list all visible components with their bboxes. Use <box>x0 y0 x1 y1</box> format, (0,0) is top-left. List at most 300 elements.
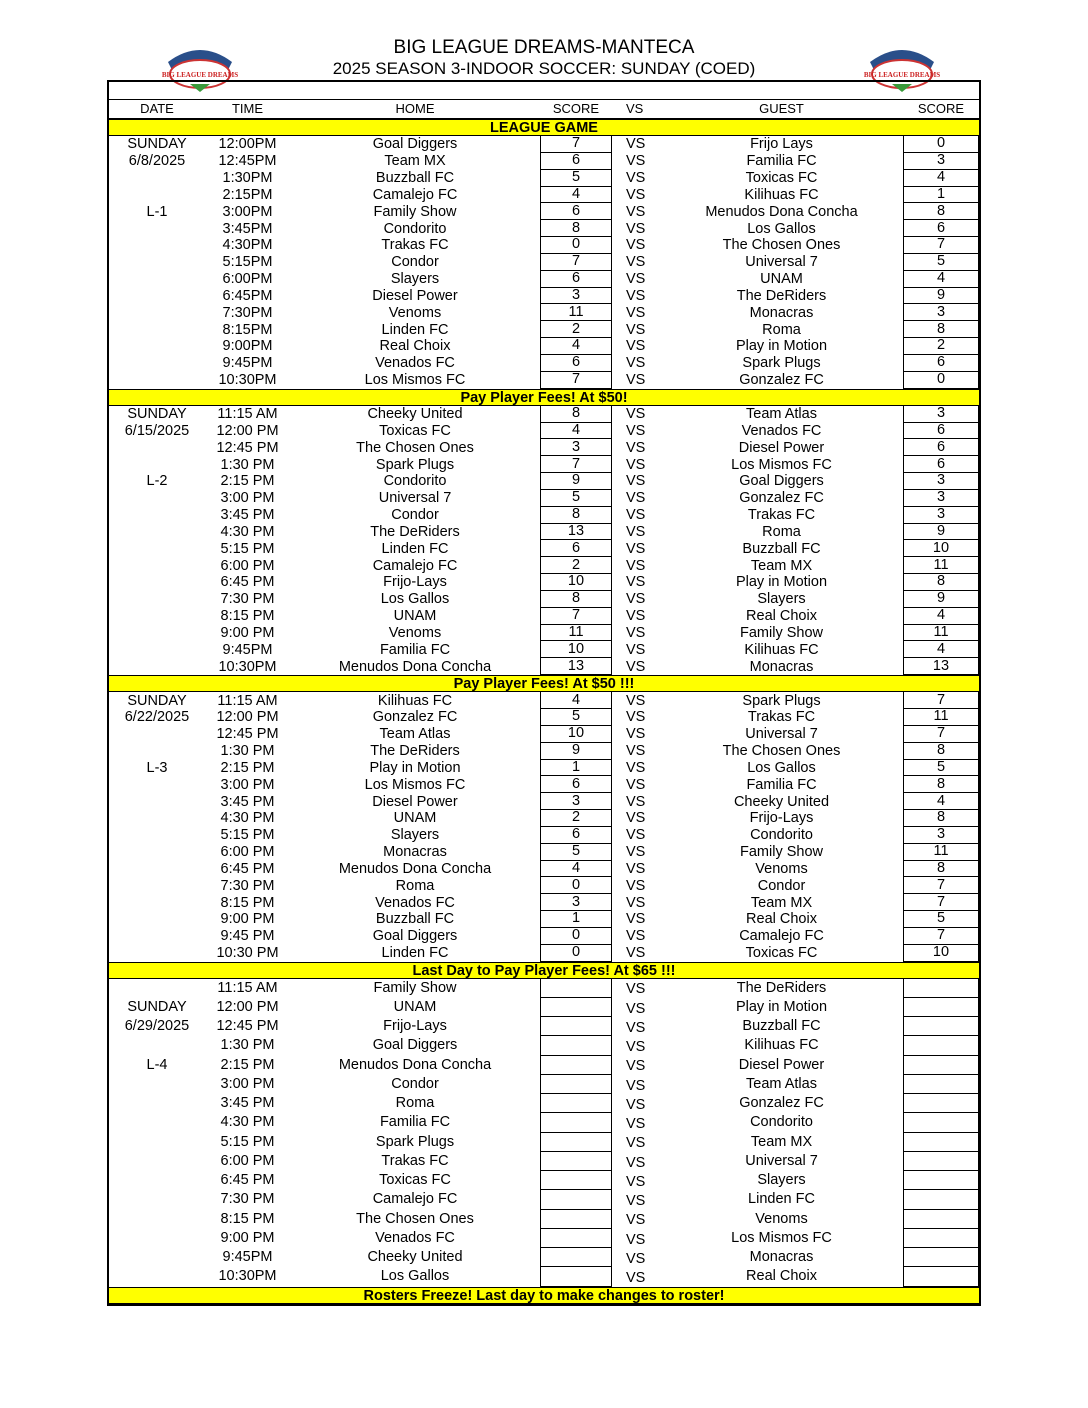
home-team: Team MX <box>384 153 446 170</box>
table-row <box>109 271 979 288</box>
home-team: Toxicas FC <box>379 422 451 439</box>
guest-score: 10 <box>903 540 979 557</box>
date-cell <box>109 827 205 844</box>
guest-score <box>903 1229 979 1248</box>
vs-label: VS <box>626 473 646 490</box>
guest-team: The Chosen Ones <box>722 743 841 760</box>
home-team: Condor <box>391 254 439 271</box>
guest-score: 3 <box>903 473 979 490</box>
table-row <box>109 591 979 608</box>
league-week-label: L-1 <box>146 203 168 220</box>
guest-score: 2 <box>903 338 979 355</box>
vs-label: VS <box>626 945 646 962</box>
vs-label: VS <box>626 1116 646 1133</box>
vs-label: VS <box>626 776 646 793</box>
home-score: 6 <box>540 153 612 170</box>
guest-score: 11 <box>903 625 979 642</box>
home-score: 8 <box>540 591 612 608</box>
guest-team: Gonzalez FC <box>739 490 824 507</box>
home-score: 8 <box>540 220 612 237</box>
vs-label: VS <box>626 1212 646 1229</box>
game-time: 2:15 PM <box>220 759 275 776</box>
guest-score: 3 <box>903 406 979 423</box>
vs-label: VS <box>626 574 646 591</box>
day-label: SUNDAY <box>127 998 187 1015</box>
vs-label: VS <box>626 523 646 540</box>
home-score: 5 <box>540 490 612 507</box>
home-team: The Chosen Ones <box>356 439 474 456</box>
home-score: 8 <box>540 507 612 524</box>
vs-label: VS <box>626 894 646 911</box>
game-time: 9:00PM <box>222 338 273 355</box>
game-time: 7:30 PM <box>220 1191 275 1208</box>
date-cell <box>109 355 205 372</box>
guest-score: 9 <box>903 288 979 305</box>
table-row <box>109 726 979 743</box>
guest-score <box>903 1248 979 1267</box>
guest-team: Trakas FC <box>747 507 816 524</box>
vs-label: VS <box>626 810 646 827</box>
game-time: 5:15 PM <box>220 1133 275 1150</box>
table-row <box>109 338 979 355</box>
league-week-label: L-2 <box>146 473 168 490</box>
guest-team: Gonzalez FC <box>739 1095 824 1112</box>
section-banner: Last Day to Pay Player Fees! At $65 !!! <box>109 962 979 979</box>
vs-label: VS <box>626 456 646 473</box>
game-time: 6:45PM <box>222 287 273 304</box>
blank-row <box>109 82 979 100</box>
home-team: Venados FC <box>375 1229 455 1246</box>
table-row <box>109 760 979 777</box>
header-guest: GUEST <box>759 101 804 116</box>
home-team: Linden FC <box>381 945 449 962</box>
game-time: 3:45 PM <box>220 1095 275 1112</box>
game-time: 2:15 PM <box>220 473 275 490</box>
guest-score: 11 <box>903 844 979 861</box>
vs-label: VS <box>626 1231 646 1248</box>
table-row <box>109 1210 979 1229</box>
vs-label: VS <box>626 321 646 338</box>
date-cell <box>109 1036 205 1055</box>
vs-label: VS <box>626 709 646 726</box>
guest-score: 7 <box>903 877 979 894</box>
home-team: Condor <box>391 507 439 524</box>
date-cell <box>109 979 205 998</box>
date-cell <box>109 861 205 878</box>
guest-score: 4 <box>903 271 979 288</box>
table-row <box>109 507 979 524</box>
date-cell <box>109 658 205 675</box>
table-row <box>109 254 979 271</box>
guest-team: Roma <box>762 523 801 540</box>
guest-team: Real Choix <box>746 911 817 928</box>
home-score: 4 <box>540 338 612 355</box>
home-score: 0 <box>540 945 612 962</box>
vs-label: VS <box>626 237 646 254</box>
home-score: 7 <box>540 372 612 389</box>
date-cell <box>109 540 205 557</box>
table-row <box>109 877 979 894</box>
date-cell <box>109 1094 205 1113</box>
home-team: Family Show <box>373 979 457 996</box>
game-time: 12:00 PM <box>216 422 279 439</box>
vs-label: VS <box>626 422 646 439</box>
guest-score: 8 <box>903 810 979 827</box>
guest-score <box>903 1075 979 1094</box>
guest-score <box>903 1113 979 1132</box>
guest-team: Condorito <box>750 827 813 844</box>
home-score <box>540 1190 612 1209</box>
home-score: 0 <box>540 928 612 945</box>
league-week-label: L-4 <box>146 1056 168 1073</box>
home-team: Camalejo FC <box>372 557 458 574</box>
guest-team: Frijo Lays <box>750 136 813 153</box>
day-label: SUNDAY <box>127 136 187 153</box>
header-home-score: SCORE <box>552 101 600 116</box>
table-row <box>109 1094 979 1113</box>
home-team: Los Mismos FC <box>364 372 466 389</box>
table-row <box>109 945 979 962</box>
guest-score: 9 <box>903 524 979 541</box>
vs-label: VS <box>626 911 646 928</box>
game-time: 4:30 PM <box>220 523 275 540</box>
home-score: 13 <box>540 658 612 675</box>
home-team: Spark Plugs <box>375 1133 455 1150</box>
date-cell <box>109 338 205 355</box>
home-score: 2 <box>540 810 612 827</box>
page-subtitle: 2025 SEASON 3-INDOOR SOCCER: SUNDAY (COED) <box>332 59 756 78</box>
vs-label: VS <box>626 1058 646 1075</box>
guest-score: 11 <box>903 709 979 726</box>
guest-score: 7 <box>903 237 979 254</box>
date-label: 6/29/2025 <box>124 1018 190 1035</box>
guest-score <box>903 1171 979 1190</box>
home-team: Goal Diggers <box>372 1037 458 1054</box>
guest-team: Family Show <box>740 844 823 861</box>
guest-score: 4 <box>903 170 979 187</box>
table-row <box>109 136 979 153</box>
guest-team: Team MX <box>750 1133 813 1150</box>
vs-label: VS <box>626 338 646 355</box>
vs-label: VS <box>626 1077 646 1094</box>
game-time: 9:45 PM <box>220 928 275 945</box>
home-score: 13 <box>540 524 612 541</box>
guest-team: Toxicas FC <box>745 945 818 962</box>
guest-team: Monacras <box>749 304 814 321</box>
game-time: 6:00 PM <box>220 557 275 574</box>
game-time: 5:15 PM <box>220 540 275 557</box>
game-time: 3:45 PM <box>220 793 275 810</box>
home-team: Roma <box>395 1095 435 1112</box>
date-cell <box>109 894 205 911</box>
vs-label: VS <box>626 203 646 220</box>
table-row <box>109 372 979 389</box>
guest-score <box>903 1056 979 1075</box>
guest-team: Venoms <box>755 860 808 877</box>
guest-score: 4 <box>903 641 979 658</box>
game-time: 6:45 PM <box>220 1172 275 1189</box>
game-time: 9:45PM <box>222 1249 273 1266</box>
game-time: 2:15 PM <box>220 1056 275 1073</box>
guest-team: Team MX <box>750 557 813 574</box>
home-score: 9 <box>540 473 612 490</box>
guest-score: 8 <box>903 743 979 760</box>
game-time: 8:15 PM <box>220 608 275 625</box>
game-time: 10:30PM <box>218 658 277 675</box>
home-score <box>540 1248 612 1267</box>
table-row <box>109 170 979 187</box>
vs-label: VS <box>626 1000 646 1017</box>
guest-score: 8 <box>903 574 979 591</box>
guest-team: Family Show <box>740 624 823 641</box>
home-team: The DeRiders <box>370 743 460 760</box>
home-team: Camalejo FC <box>372 1191 458 1208</box>
table-row <box>109 692 979 709</box>
vs-label: VS <box>626 153 646 170</box>
svg-text:BIG LEAGUE DREAMS: BIG LEAGUE DREAMS <box>863 71 941 79</box>
guest-score: 8 <box>903 861 979 878</box>
game-time: 1:30 PM <box>220 1037 275 1054</box>
home-team: Family Show <box>373 203 457 220</box>
date-cell <box>109 507 205 524</box>
guest-team: Condorito <box>750 1114 813 1131</box>
guest-team: Real Choix <box>746 1268 817 1285</box>
guest-team: Diesel Power <box>738 1056 825 1073</box>
day-label: SUNDAY <box>127 406 187 422</box>
vs-label: VS <box>626 658 646 675</box>
home-team: Team Atlas <box>379 726 451 743</box>
guest-score: 5 <box>903 760 979 777</box>
page-title: BIG LEAGUE DREAMS-MANTECA <box>393 37 695 58</box>
vs-label: VS <box>626 591 646 608</box>
vs-label: VS <box>626 1135 646 1152</box>
home-score <box>540 998 612 1017</box>
home-score: 7 <box>540 254 612 271</box>
table-row <box>109 911 979 928</box>
table-row <box>109 540 979 557</box>
vs-label: VS <box>626 624 646 641</box>
guest-score: 6 <box>903 439 979 456</box>
table-row <box>109 1056 979 1075</box>
home-team: Gonzalez FC <box>372 709 458 726</box>
game-time: 10:30PM <box>218 1268 277 1285</box>
guest-team: The DeRiders <box>736 979 827 996</box>
home-team: Familia FC <box>379 641 451 658</box>
date-cell <box>109 911 205 928</box>
table-row <box>109 1190 979 1209</box>
date-cell <box>109 1075 205 1094</box>
table-row <box>109 979 979 998</box>
table-row <box>109 1267 979 1286</box>
home-score: 5 <box>540 170 612 187</box>
guest-team: Slayers <box>757 591 806 608</box>
table-row <box>109 844 979 861</box>
guest-team: Play in Motion <box>735 338 828 355</box>
date-cell <box>109 1229 205 1248</box>
table-row <box>109 810 979 827</box>
home-team: Menudos Dona Concha <box>338 860 492 877</box>
date-cell <box>109 877 205 894</box>
guest-team: Slayers <box>757 1172 806 1189</box>
guest-team: Real Choix <box>746 608 817 625</box>
vs-label: VS <box>626 355 646 372</box>
vs-label: VS <box>626 220 646 237</box>
table-row <box>109 237 979 254</box>
home-score: 10 <box>540 574 612 591</box>
guest-score <box>903 1267 979 1286</box>
date-cell <box>109 170 205 187</box>
home-score: 6 <box>540 271 612 288</box>
home-team: Cheeky United <box>367 1249 463 1266</box>
vs-label: VS <box>626 928 646 945</box>
vs-label: VS <box>626 540 646 557</box>
guest-team: Spark Plugs <box>742 692 821 709</box>
home-score: 8 <box>540 406 612 423</box>
home-score: 2 <box>540 557 612 574</box>
game-time: 3:45PM <box>222 220 273 237</box>
guest-team: Los Gallos <box>747 759 816 776</box>
date-cell <box>109 1171 205 1190</box>
guest-score: 8 <box>903 776 979 793</box>
date-cell <box>109 490 205 507</box>
game-time: 11:15 AM <box>217 692 278 709</box>
game-section <box>109 692 979 962</box>
vs-label: VS <box>626 1193 646 1210</box>
schedule-table <box>107 80 981 1306</box>
guest-score: 7 <box>903 928 979 945</box>
guest-score <box>903 979 979 998</box>
date-cell <box>109 793 205 810</box>
table-row <box>109 625 979 642</box>
home-team: Buzzball FC <box>375 170 455 187</box>
home-team: UNAM <box>393 998 437 1015</box>
home-team: Linden FC <box>381 540 449 557</box>
home-score: 6 <box>540 827 612 844</box>
guest-team: Universal 7 <box>745 254 818 271</box>
guest-team: Play in Motion <box>735 998 828 1015</box>
table-row <box>109 304 979 321</box>
game-time: 5:15 PM <box>220 827 275 844</box>
vs-label: VS <box>626 844 646 861</box>
table-row <box>109 321 979 338</box>
vs-label: VS <box>626 557 646 574</box>
table-row <box>109 355 979 372</box>
table-row <box>109 709 979 726</box>
game-time: 12:45PM <box>218 153 277 170</box>
guest-score: 5 <box>903 911 979 928</box>
date-label: 6/22/2025 <box>124 709 190 726</box>
date-cell <box>109 321 205 338</box>
guest-score: 3 <box>903 304 979 321</box>
table-row <box>109 1075 979 1094</box>
guest-score: 0 <box>903 136 979 153</box>
game-time: 4:30 PM <box>220 810 275 827</box>
vs-label: VS <box>626 726 646 743</box>
guest-score: 9 <box>903 591 979 608</box>
guest-score: 5 <box>903 254 979 271</box>
home-team: Roma <box>395 877 435 894</box>
home-team: Frijo-Lays <box>383 574 447 591</box>
game-time: 7:30 PM <box>220 591 275 608</box>
table-row <box>109 203 979 220</box>
game-time: 9:00 PM <box>220 911 275 928</box>
home-team: UNAM <box>393 810 437 827</box>
vs-label: VS <box>626 271 646 288</box>
header-vs: VS <box>626 101 644 116</box>
guest-team: Kilihuas FC <box>744 641 819 658</box>
guest-team: Condor <box>757 877 806 894</box>
guest-team: Linden FC <box>748 1191 815 1208</box>
section-banner: Pay Player Fees! At $50! <box>109 389 979 406</box>
game-time: 3:00 PM <box>220 490 275 507</box>
table-row <box>109 894 979 911</box>
home-score: 3 <box>540 894 612 911</box>
date-cell <box>109 220 205 237</box>
game-time: 11:15 AM <box>217 406 278 422</box>
table-row <box>109 406 979 423</box>
guest-score: 3 <box>903 490 979 507</box>
game-section <box>109 136 979 389</box>
home-team: Kilihuas FC <box>377 692 453 709</box>
date-cell <box>109 810 205 827</box>
home-team: The DeRiders <box>370 523 460 540</box>
game-time: 3:00 PM <box>220 1075 275 1092</box>
vs-label: VS <box>626 304 646 321</box>
guest-team: Camalejo FC <box>739 928 824 945</box>
date-cell <box>109 237 205 254</box>
home-team: Slayers <box>390 827 440 844</box>
home-score: 0 <box>540 877 612 894</box>
game-section <box>109 406 979 676</box>
home-score: 3 <box>540 793 612 810</box>
guest-score: 6 <box>903 355 979 372</box>
game-time: 9:00 PM <box>220 624 275 641</box>
home-score: 2 <box>540 321 612 338</box>
home-score <box>540 1056 612 1075</box>
vs-label: VS <box>626 254 646 271</box>
home-team: The Chosen Ones <box>356 1210 474 1227</box>
guest-score: 8 <box>903 203 979 220</box>
home-team: Play in Motion <box>369 759 461 776</box>
game-time: 1:30 PM <box>220 743 275 760</box>
date-cell <box>109 372 205 389</box>
game-time: 9:45PM <box>222 641 273 658</box>
date-cell <box>109 439 205 456</box>
header-guest-score: SCORE <box>917 101 965 116</box>
guest-team: UNAM <box>760 271 803 288</box>
home-team: UNAM <box>393 608 437 625</box>
home-score: 0 <box>540 237 612 254</box>
date-cell <box>109 574 205 591</box>
table-row <box>109 490 979 507</box>
home-score: 11 <box>540 625 612 642</box>
home-team: Goal Diggers <box>372 928 458 945</box>
guest-team: Diesel Power <box>738 439 825 456</box>
guest-team: Venoms <box>755 1210 808 1227</box>
vs-label: VS <box>626 641 646 658</box>
game-time: 6:00 PM <box>220 1152 275 1169</box>
home-score <box>540 1267 612 1286</box>
guest-team: The DeRiders <box>736 287 827 304</box>
home-team: Trakas FC <box>381 1152 449 1169</box>
table-row <box>109 439 979 456</box>
guest-score: 7 <box>903 692 979 709</box>
guest-score: 3 <box>903 507 979 524</box>
guest-team: Kilihuas FC <box>744 186 819 203</box>
guest-score <box>903 1190 979 1209</box>
home-score: 5 <box>540 844 612 861</box>
date-cell <box>109 524 205 541</box>
